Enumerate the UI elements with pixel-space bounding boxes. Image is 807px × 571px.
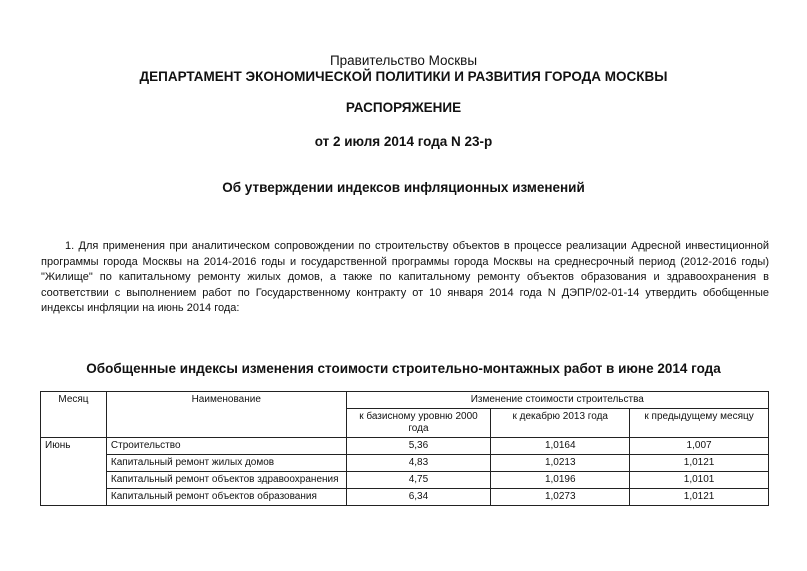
index-table <box>40 391 769 506</box>
document-date-number: от 2 июля 2014 года N 23-р <box>314 134 493 149</box>
row-prev: 1,0121 <box>630 455 769 472</box>
table-row <box>41 489 769 506</box>
row-name: Капитальный ремонт объектов здравоохранения <box>106 472 346 489</box>
header-dec2013: к декабрю 2013 года <box>491 409 630 438</box>
header-name: Наименование <box>106 392 346 438</box>
month-cell: Июнь <box>41 438 107 506</box>
row-base: 6,34 <box>346 489 491 506</box>
row-prev: 1,0121 <box>630 489 769 506</box>
table-row <box>41 438 769 455</box>
row-dec: 1,0164 <box>491 438 630 455</box>
row-prev: 1,007 <box>630 438 769 455</box>
document-subject: Об утверждении индексов инфляционных изменений <box>222 180 585 195</box>
row-name: Капитальный ремонт объектов образования <box>106 489 346 506</box>
table-row <box>41 472 769 489</box>
row-dec: 1,0273 <box>491 489 630 506</box>
header-base2000: к базисному уровню 2000 года <box>346 409 491 438</box>
row-dec: 1,0196 <box>491 472 630 489</box>
body-paragraph: 1. Для применения при аналитическом сопровождении по строительству объектов в процессе реализации Адресной инвестиционной программы города Москвы на 2014-2016 годы и государственной программы города Москвы на среднесрочный период (2012-2016 годы) "Жилище" по капитальному ремонту жилых домов, а также по капитальному ремонту объектов образования и здравоохранения в соответствии с выполнением работ по Государственному контракту от 10 января 2014 года N ДЭПР/02-01-14 утвердить обобщенные индексы инфляции на июнь 2014 года: <box>41 240 769 315</box>
header-change: Изменение стоимости строительства <box>346 392 768 409</box>
row-dec: 1,0213 <box>491 455 630 472</box>
header-prev-month: к предыдущему месяцу <box>630 409 769 438</box>
header-month: Месяц <box>41 392 107 438</box>
row-name: Строительство <box>106 438 346 455</box>
row-base: 4,75 <box>346 472 491 489</box>
row-name: Капитальный ремонт жилых домов <box>106 455 346 472</box>
document-type: РАСПОРЯЖЕНИЕ <box>345 100 462 115</box>
table-title: Обобщенные индексы изменения стоимости строительно-монтажных работ в июне 2014 года <box>86 361 721 376</box>
table-row <box>41 455 769 472</box>
table-header-row <box>41 392 769 409</box>
row-base: 5,36 <box>346 438 491 455</box>
row-base: 4,83 <box>346 455 491 472</box>
government-name: Правительство Москвы <box>329 53 478 68</box>
row-prev: 1,0101 <box>630 472 769 489</box>
department-name: ДЕПАРТАМЕНТ ЭКОНОМИЧЕСКОЙ ПОЛИТИКИ И РАЗВИТИЯ ГОРОДА МОСКВЫ <box>139 69 668 84</box>
